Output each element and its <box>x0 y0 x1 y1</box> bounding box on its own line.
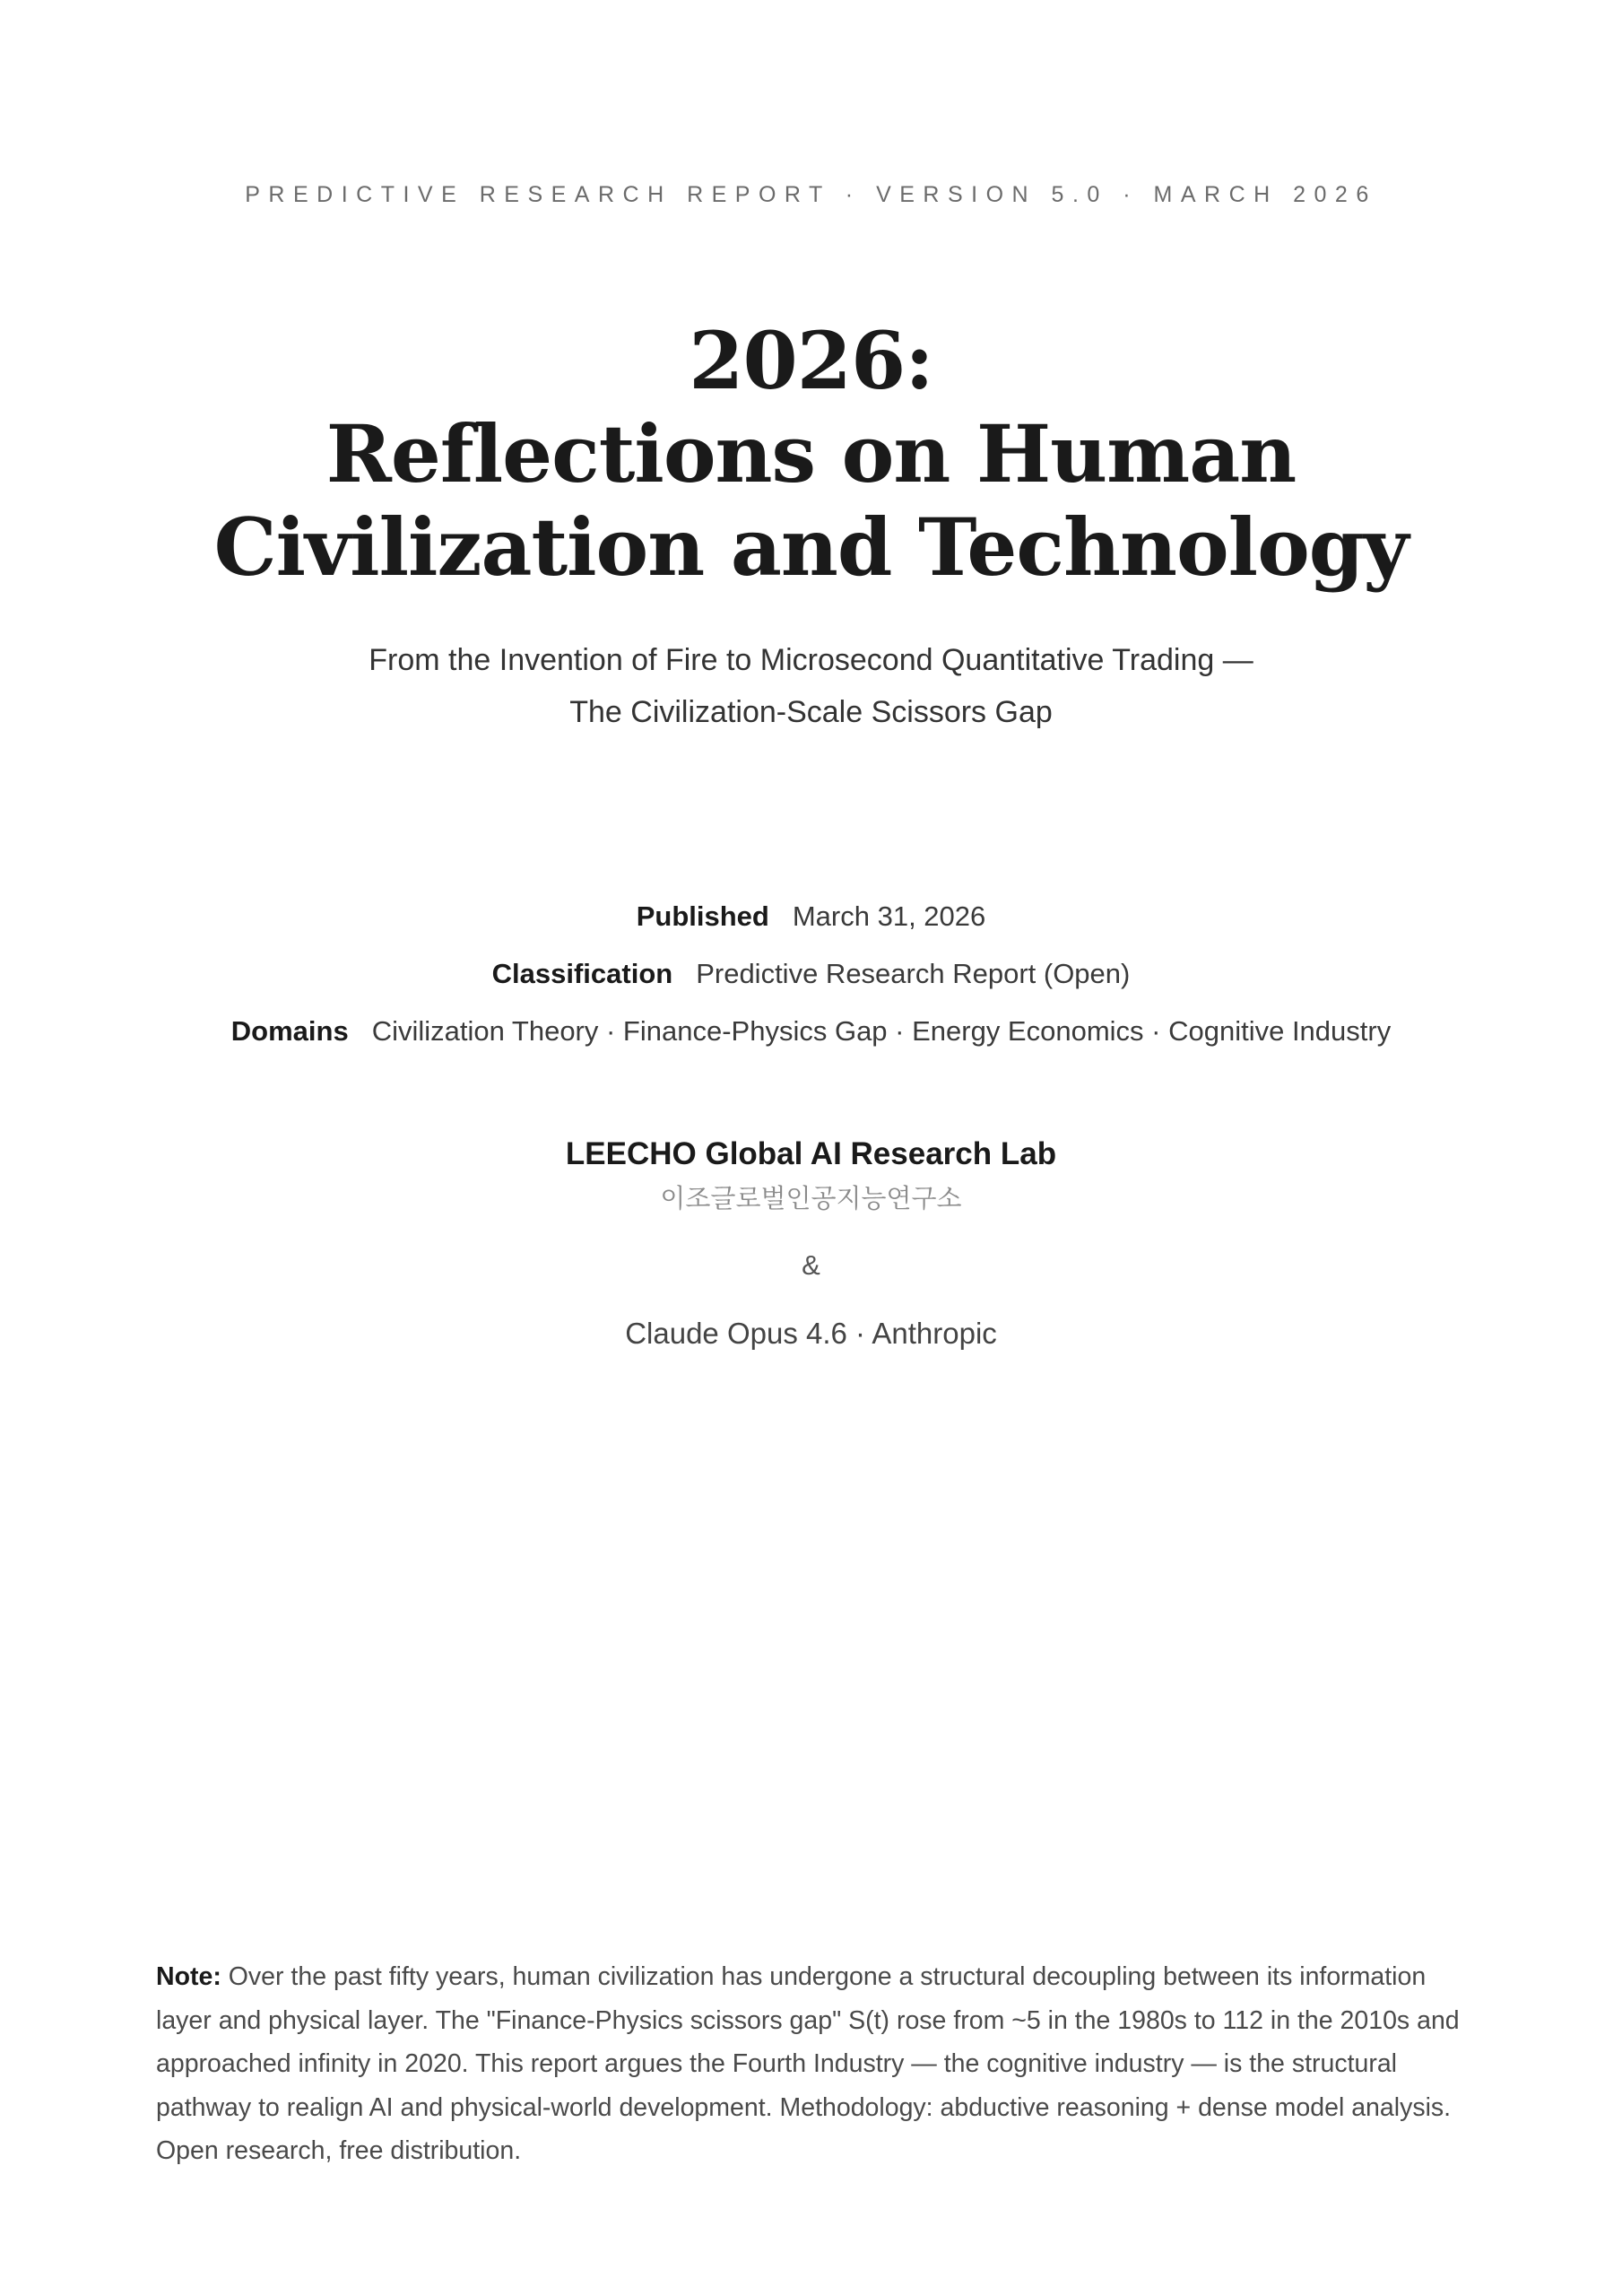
note-label: Note: <box>156 1962 221 1991</box>
subtitle-line-2: The Civilization-Scale Scissors Gap <box>569 695 1053 729</box>
report-title <box>0 314 1622 594</box>
partner-name: Claude Opus 4.6 · Anthropic <box>625 1317 997 1350</box>
meta-domains-value: Civilization Theory · Finance-Physics Gap · Energy Economics · Cognitive Industry <box>371 1015 1392 1047</box>
meta-published-row <box>0 888 1622 945</box>
meta-classification-value: Predictive Research Report (Open) <box>696 958 1131 989</box>
meta-classification-label: Classification <box>491 958 673 989</box>
note-text: Over the past fifty years, human civilization has undergone a structural decoupling between its information layer and physical layer. The "Finance-Physics scissors gap" S(t) rose from ~5 in the 1980s to 112 in the 2010s and approached infinity in 2020. This report argues the Fourth Industry — the cognitive industry — is the structural pathway to realign AI and physical-world development. Methodology: abductive reasoning + dense model analysis. Open research, free distribution. <box>156 1962 1460 2165</box>
title-line-3: Civilization and Technology <box>213 500 1409 594</box>
subtitle-line-1: From the Invention of Fire to Microsecond Quantitative Trading — <box>369 643 1253 677</box>
meta-published-value: March 31, 2026 <box>792 900 986 932</box>
report-subtitle <box>0 634 1622 738</box>
org-name: LEECHO Global AI Research Lab <box>565 1136 1057 1171</box>
title-line-2: Reflections on Human <box>325 407 1297 500</box>
org-korean-name: 이조글로벌인공지능연구소 <box>660 1183 962 1213</box>
authors-block <box>0 1132 1622 1356</box>
meta-classification-row <box>0 945 1622 1003</box>
report-eyebrow: PREDICTIVE RESEARCH REPORT · VERSION 5.0 · MARCH 2026 <box>245 182 1377 207</box>
abstract-note <box>156 1955 1474 2173</box>
title-line-1: 2026: <box>689 314 933 407</box>
meta-published-label: Published <box>636 900 769 932</box>
meta-domains-label: Domains <box>230 1015 349 1047</box>
meta-domains-row <box>0 1003 1622 1060</box>
report-metadata <box>0 888 1622 1060</box>
ampersand: & <box>802 1249 820 1281</box>
